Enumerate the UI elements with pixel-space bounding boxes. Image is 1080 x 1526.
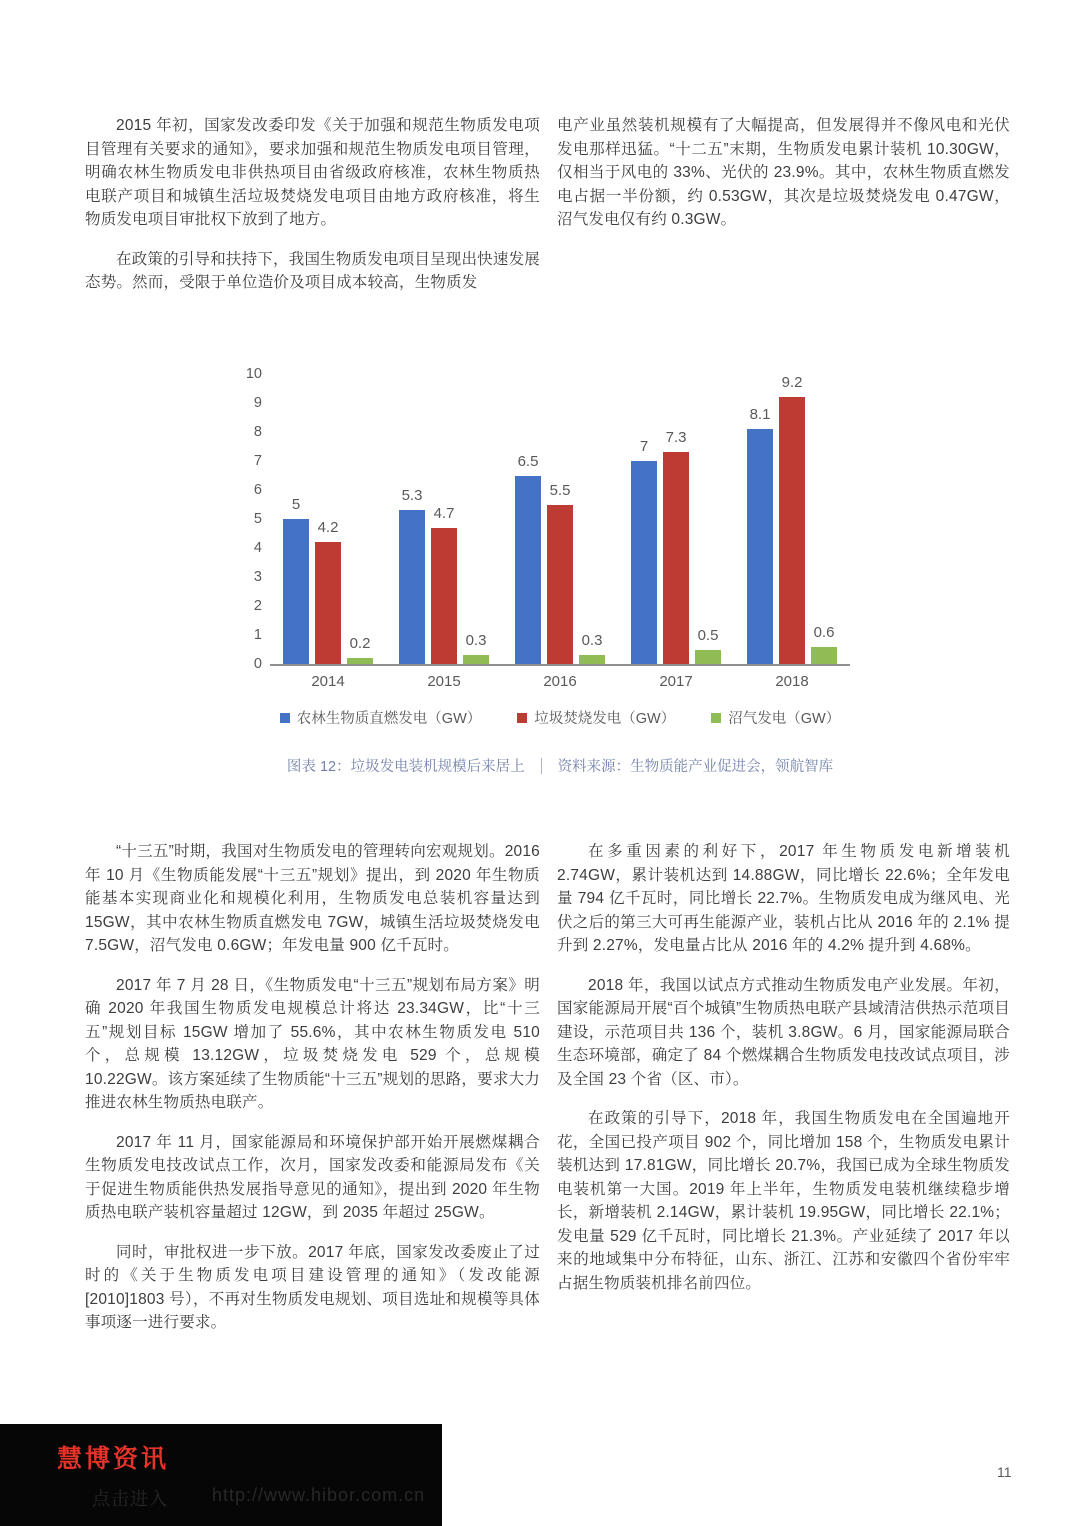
bar [283,496,309,664]
legend-item [517,707,675,728]
bar-value-label: 4.7 [433,504,455,522]
y-tick-label: 2 [253,598,262,614]
paragraph: 同时，审批权进一步下放。2017 年底，国家发改委废止了过时的《关于生物质发电项目建设管理的通知》（发改能源[2010]1803 号），不再对生物质发电规划、项目选址和规模等具体事项逐一进行要求。 [85,1243,540,1331]
bar [515,452,541,665]
paragraph: 2015 年初，国家发改委印发《关于加强和规范生物质发电项目管理有关要求的通知》，要求加强和规范生物质发电项目管理，明确农林生物质发电非供热项目由省级政府核准，农林生物质热电联产项目和城镇生活垃圾焚烧发电项目由地方政府核准，将生物质发电项目审批权下放到了地方。 [85,117,540,228]
bar-value-label: 4.2 [317,519,339,537]
category-label: 2018 [775,673,809,690]
bar [547,481,573,665]
bar [315,519,341,664]
text-column-bottom-right [557,840,1010,1311]
category-label: 2014 [311,673,345,690]
legend-label: 沼气发电（GW） [728,711,841,727]
bar-value-label: 5 [291,496,301,513]
text-column-top-right [557,114,1010,248]
bar [579,632,605,664]
footer-banner [0,1424,442,1526]
figure-caption-row [270,755,850,776]
bar-group [399,487,489,664]
paragraph: 在政策的引导和扶持下，我国生物质发电项目呈现出快速发展态势。然而，受限于单位造价及项目成本较高，生物质发 [85,250,540,291]
bar-group [747,374,837,664]
figure-source: 资料来源：生物质能产业促进会，领航智库 [557,759,834,775]
legend-label: 垃圾焚烧发电（GW） [534,711,676,727]
bar-chart-figure [230,366,850,776]
bar [779,374,805,664]
paragraph: 2017 年 7 月 28 日，《生物质发电“十三五”规划布局方案》明确 2020 年我国生物质发电规模总计将达 23.34GW，比“十三五”规划目标 15GW 增加了 55.6%，其中农林生物质发电 510 个，总规模 13.12GW，垃圾焚烧发电 529 个，总规模 10.22GW。该方案延续了生物质能“十三五”规划的思路，要求大力推进农林生物质热电联产。 [85,976,540,1111]
page-number: 11 [997,1464,1012,1480]
figure-caption: 图表 12：垃圾发电装机规模后来居上 [286,759,525,775]
bar-value-label: 5.5 [549,481,571,499]
bar-group [283,496,373,664]
bar-value-label: 7.3 [665,429,687,447]
bar [399,487,425,664]
category-label: 2017 [659,673,693,690]
legend-label: 农林生物质直燃发电（GW） [296,711,482,727]
bar-value-label: 0.3 [581,632,603,650]
footer-links [92,1485,425,1511]
bar-value-label: 8.1 [749,406,771,424]
y-tick-label: 8 [253,424,262,440]
paragraph: 电产业虽然装机规模有了大幅提高，但发展得并不像风电和光伏发电那样迅猛。“十二五”末期，生物质发电累计装机 10.30GW，仅相当于风电的 33%、光伏的 23.9%。其中，农林生物质直燃发电占据一半份额，约 0.53GW，其次是垃圾焚烧发电 0.47GW，沼气发电仅有约 0.3GW。 [557,117,1010,228]
brand-logo-text[interactable]: 慧博资讯 [57,1445,170,1473]
bar-value-label: 0.5 [697,626,719,644]
y-tick-label: 3 [253,569,262,585]
legend-swatch [517,713,527,723]
y-axis [230,366,262,672]
footer-url[interactable]: http://www.hibor.com.cn [212,1485,426,1505]
bar [631,438,657,664]
y-tick-label: 10 [245,366,262,382]
legend-swatch [280,713,290,723]
y-tick-label: 5 [253,511,262,527]
bar-value-label: 5.3 [401,487,423,505]
bar-value-label: 7 [639,438,649,455]
bar-value-label: 0.2 [349,635,371,653]
paragraph: 在多重因素的利好下，2017 年生物质发电新增装机 2.74GW，累计装机达到 14.88GW，同比增长 22.6%；全年发电量 794 亿千瓦时，同比增长 22.7%。生物质发电成为继风电、光伏之后的第三大可再生能源产业，装机占比从 2016 年的 2.1% 提升到 2.27%，发电量占比从 2016 年的 4.2% 提升到 4.68%。 [557,843,1010,954]
y-tick-label: 4 [253,540,262,556]
bar-group [631,429,721,664]
paragraph: “十三五”时期，我国对生物质发电的管理转向宏观规划。2016 年 10 月《生物质能发展“十三五”规划》提出，到 2020 年生物质能基本实现商业化和规模化利用，生物质发电总装机容量达到 15GW，其中农林生物质直燃发电 7GW，城镇生活垃圾焚烧发电 7.5GW，沼气发电 0.6GW；年发电量 900 亿千瓦时。 [85,843,540,954]
text-column-bottom-left [85,840,540,1351]
y-tick-label: 1 [253,627,262,643]
category-label: 2016 [543,673,577,690]
paragraph: 2017 年 11 月，国家能源局和环境保护部开始开展燃煤耦合生物质发电技改试点工作，次月，国家发改委和能源局发布《关于促进生物质能供热发展指导意见的通知》，提出到 2020 年生物质热电联产装机容量超过 12GW，到 2035 年超过 25GW。 [85,1133,540,1221]
y-tick-label: 6 [253,482,262,498]
chart-plot [245,366,850,672]
bar-group [515,452,605,665]
text-column-top-left [85,114,540,311]
footer-link-label[interactable]: 点击进入 [92,1489,168,1509]
bar [695,626,721,665]
bar-value-label: 0.3 [465,632,487,650]
bar-value-label: 0.6 [813,623,835,641]
chart-legend [270,707,850,728]
paragraph: 在政策的引导下，2018 年，我国生物质发电在全国遍地开花，全国已投产项目 902 个，同比增加 158 个，生物质发电累计装机达到 17.81GW，同比增长 20.7%，我国已成为全球生物质发电装机第一大国。2019 年上半年，生物质发电装机继续稳步增长，新增装机 2.14GW，累计装机 19.95GW，同比增长 22.1%；发电量 529 亿千瓦时，同比增长 21.3%。产业延续了 2017 年以来的地域集中分布特征，山东、浙江、江苏和安徽四个省份牢牢占据生物质装机排名前四位。 [557,1110,1010,1292]
bar [747,406,773,664]
bar [663,429,689,664]
caption-divider [541,758,542,774]
legend-swatch [711,713,721,723]
y-tick-label: 0 [253,656,262,672]
bar-groups [270,374,850,664]
legend-item [711,707,840,728]
y-tick-label: 7 [253,453,262,469]
bar-value-label: 6.5 [517,452,539,470]
bar [811,623,837,664]
bar [463,632,489,664]
category-label: 2015 [427,673,461,690]
bar [431,504,457,664]
paragraph: 2018 年，我国以试点方式推动生物质发电产业发展。年初，国家能源局开展“百个城镇”生物质热电联产县域清洁供热示范项目建设，示范项目共 136 个，装机 3.8GW。6 月，国家能源局联合生态环境部，确定了 84 个燃煤耦合生物质发电技改试点项目，涉及全国 23 个省（区、市）。 [557,976,1010,1088]
bar-value-label: 9.2 [781,374,803,392]
category-labels [270,673,850,690]
y-tick-label: 9 [253,395,262,411]
legend-item [280,707,481,728]
bar [347,635,373,664]
